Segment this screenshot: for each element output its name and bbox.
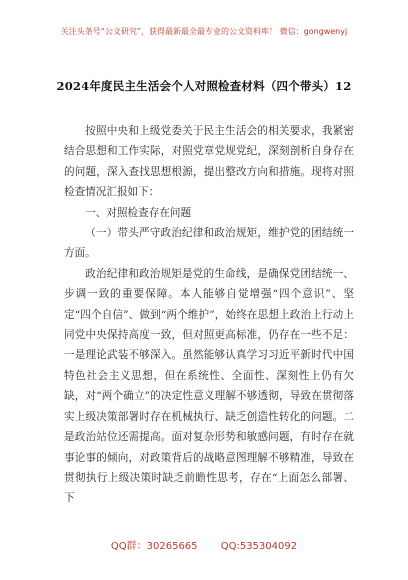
intro-paragraph: 按照中央和上级党委关于民主生活会的相关要求，我紧密结合思想和工作实际，对照党章党规党纪，深刻剖析自身存在的问题，深入查找思想根源，提出整改方向和措施。现将对照检查情况汇报如下： xyxy=(64,125,354,199)
qq-text: QQ:535304092 xyxy=(220,541,298,552)
body-paragraph: 政治纪律和政治规矩是党的生命线，是确保党团结统一、步调一致的重要保障。本人能够自觉增强“四个意识”、坚定“四个自信”、做到“两个维护”，始终在思想上政治上行动上同党中央保持高度一致，但对照更高标准，仍存在一些不足：一是理论武装不够深入。虽然能够认真学习习近平新时代中国特色社会主义思想，但在系统性、全面性、深刻性上仍有欠缺，对“两个确立”的决定性意义理解不够透彻，导致在贯彻落实上级决策部署时存在机械执行、缺乏创造性转化的问题。二是政治站位还需提高。面对复杂形势和敏感问题，有时存在就事论事的倾向，对政策背后的战略意图理解不够精准，导致在贯彻执行上级决策时缺乏前瞻性思考，存在“上面怎么部署、下 xyxy=(64,267,354,505)
document-body xyxy=(64,121,354,509)
document-title: 2024年度民主生活会个人对照检查材料（四个带头）12 xyxy=(56,79,352,93)
section-heading: 一、对照检查存在问题 xyxy=(85,206,192,219)
qq-group-text: QQ群：30265665 xyxy=(110,541,198,552)
header-note: 关注头条号“公文研究”，获得最新最全最专业的公文资料库！ 微信：gongwenyj xyxy=(60,27,348,36)
subsection-heading: （一）带头严守政治纪律和政治规矩，维护党的团结统一方面。 xyxy=(64,227,354,260)
footer-contact xyxy=(0,537,408,552)
